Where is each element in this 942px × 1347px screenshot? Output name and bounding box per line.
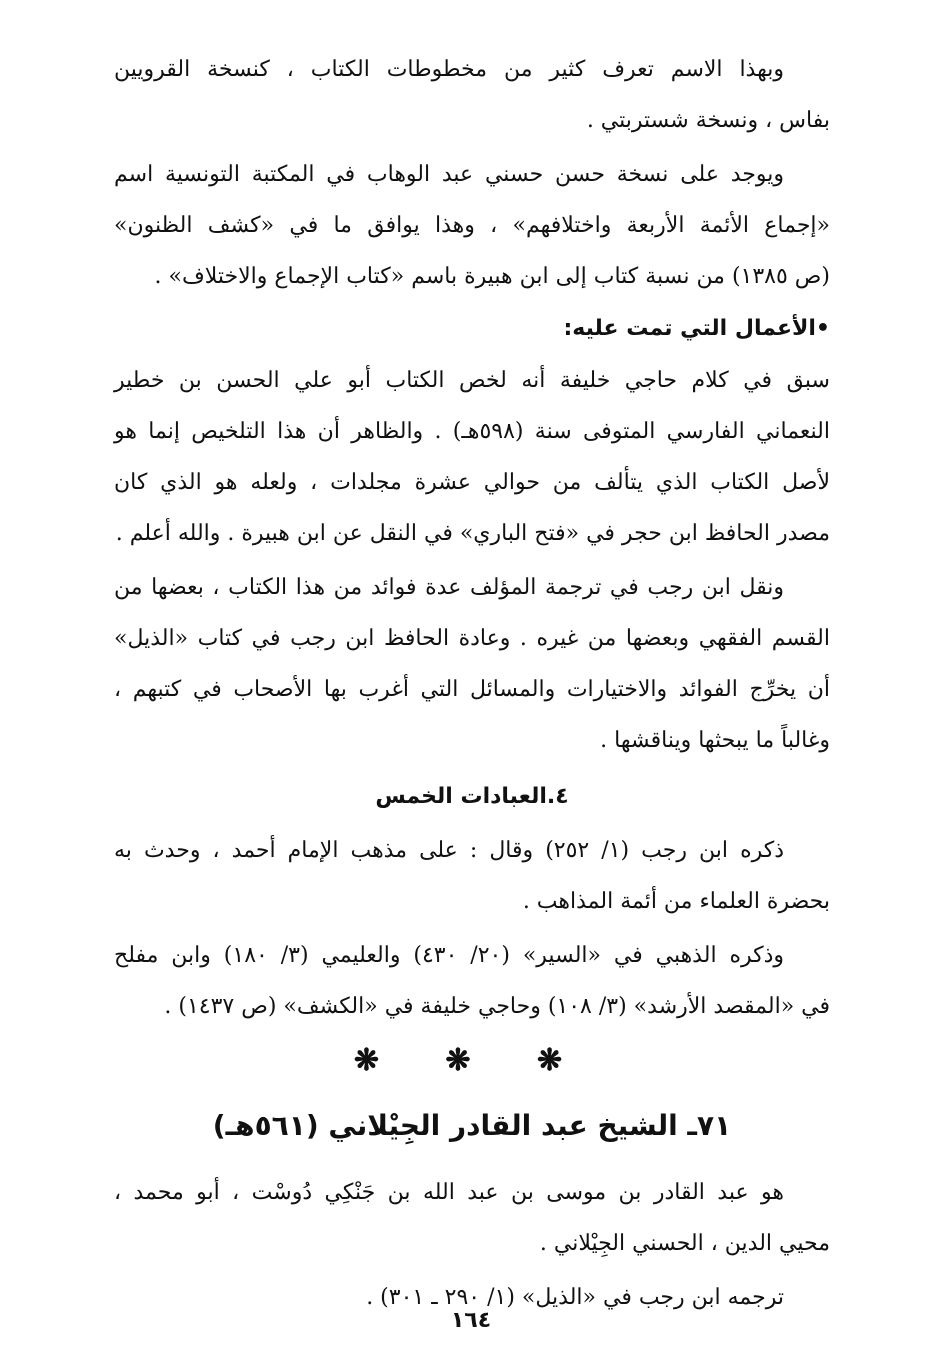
paragraph-ibn-rajab-quotes bbox=[114, 562, 830, 766]
paragraph-summary bbox=[114, 355, 830, 559]
text-line: وبهذا الاسم تعرف كثير من مخطوطات الكتاب ، كنسخة القرويين bbox=[114, 57, 784, 82]
paragraph-jilani-bio bbox=[114, 1167, 830, 1269]
text-line: ونقل ابن رجب في ترجمة المؤلف عدة فوائد من هذا الكتاب ، بعضها من bbox=[114, 575, 784, 600]
text-line: بحضرة العلماء من أئمة المذاهب . bbox=[522, 889, 830, 914]
chapter-title: ٧١ـ الشيخ عبد القادر الجِيْلاني (٥٦١هـ) bbox=[212, 1109, 732, 1142]
paragraph-ibadat-dhahabi bbox=[114, 930, 830, 1032]
text-line: ويوجد على نسخة حسن حسني عبد الوهاب في المكتبة التونسية اسم bbox=[114, 162, 784, 187]
text-line: وغالباً ما يبحثها ويناقشها . bbox=[600, 728, 830, 753]
text-line: أن يخرِّج الفوائد والاختيارات والمسائل التي أغرب بها الأصحاب في كتبهم ، bbox=[114, 677, 830, 702]
text-line: القسم الفقهي وبعضها من غيره . وعادة الحافظ ابن رجب في كتاب «الذيل» bbox=[114, 626, 830, 651]
text-line: بفاس ، ونسخة شستربتي . bbox=[586, 108, 830, 133]
text-line: «إجماع الأئمة الأربعة واختلافهم» ، وهذا يوافق ما في «كشف الظنون» bbox=[114, 213, 830, 238]
text-line: (ص ١٣٨٥) من نسبة كتاب إلى ابن هبيرة باسم «كتاب الإجماع والاختلاف» . bbox=[154, 264, 830, 289]
text-line: وذكره الذهبي في «السير» (٢٠/ ٤٣٠) والعليمي (٣/ ١٨٠) وابن مفلح bbox=[114, 943, 785, 968]
paragraph-ibadat-ibn-rajab bbox=[114, 825, 830, 927]
section-separator-stars: ❋ ❋ ❋ bbox=[353, 1043, 591, 1078]
paragraph-manuscripts-name bbox=[114, 44, 830, 146]
text-line: لأصل الكتاب الذي يتألف من حوالي عشرة مجلدات ، ولعله هو الذي كان bbox=[114, 470, 830, 495]
text-line: ذكره ابن رجب (١/ ٢٥٢) وقال : على مذهب الإمام أحمد ، وحدث به bbox=[114, 838, 785, 863]
text-line: النعماني الفارسي المتوفى سنة (٥٩٨هـ) . والظاهر أن هذا التلخيص إنما هو bbox=[114, 419, 830, 444]
section-heading-works: •الأعمال التي تمت عليه: bbox=[563, 316, 830, 341]
text-line: سبق في كلام حاجي خليفة أنه لخص الكتاب أبو علي الحسن بن خطير bbox=[114, 368, 830, 393]
text-line: هو عبد القادر بن موسى بن عبد الله بن جَنْكِي دُوسْت ، أبو محمد ، bbox=[114, 1180, 784, 1205]
paragraph-tunis-copy bbox=[114, 149, 830, 302]
text-line: ترجمه ابن رجب في «الذيل» (١/ ٢٩٠ ـ ٣٠١) . bbox=[366, 1285, 784, 1310]
text-line: في «المقصد الأرشد» (٣/ ١٠٨) وحاجي خليفة في «الكشف» (ص ١٤٣٧) . bbox=[164, 994, 830, 1019]
text-line: محيي الدين ، الحسني الجِيْلاني . bbox=[539, 1231, 830, 1256]
text-line: مصدر الحافظ ابن حجر في «فتح الباري» في النقل عن ابن هبيرة . والله أعلم . bbox=[115, 521, 830, 546]
section-heading-ibadat: ٤.العبادات الخمس bbox=[375, 784, 569, 809]
page-number: ١٦٤ bbox=[450, 1308, 492, 1333]
